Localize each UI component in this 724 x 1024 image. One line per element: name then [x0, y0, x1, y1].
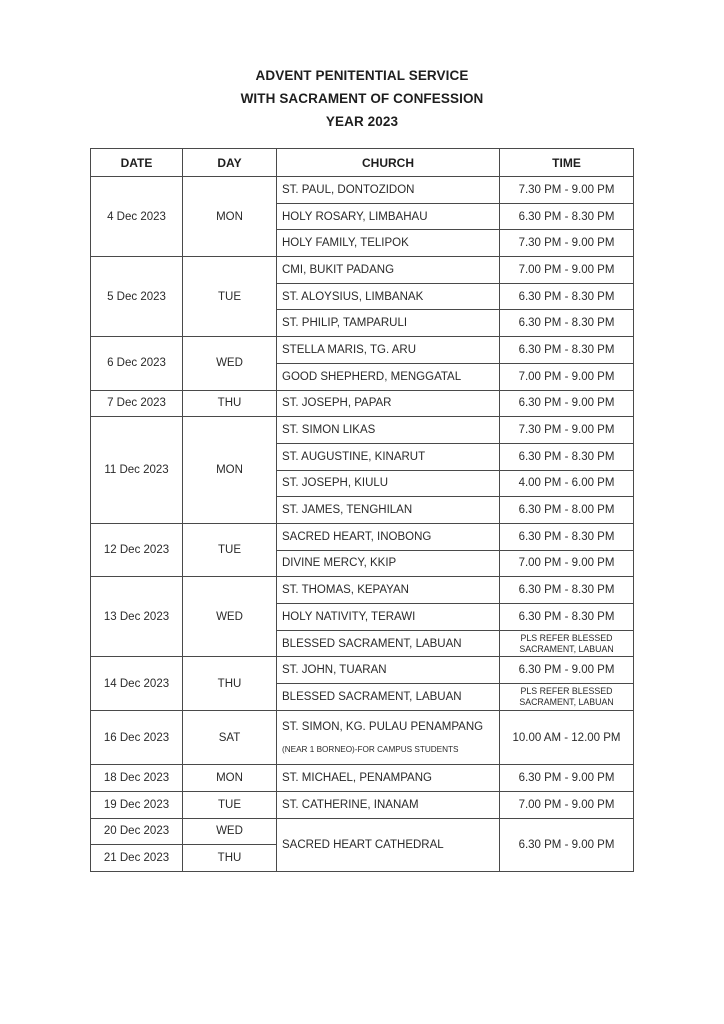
header-date: DATE [91, 149, 183, 177]
table-row [91, 177, 634, 204]
day-cell: TUE [183, 257, 277, 337]
date-cell: 7 Dec 2023 [91, 390, 183, 417]
church-cell: ST. MICHAEL, PENAMPANG [277, 765, 500, 792]
date-cell: 19 Dec 2023 [91, 791, 183, 818]
table-row [91, 337, 634, 364]
day-cell: MON [183, 417, 277, 524]
time-cell: 6.30 PM - 8.30 PM [500, 604, 634, 631]
schedule-body [91, 177, 634, 872]
church-cell: ST. SIMON LIKAS [277, 417, 500, 444]
church-cell: HOLY FAMILY, TELIPOK [277, 230, 500, 257]
time-cell: 6.30 PM - 9.00 PM [500, 390, 634, 417]
church-name: ST. SIMON, KG. PULAU PENAMPANG [282, 721, 484, 733]
header-day: DAY [183, 149, 277, 177]
time-cell: 4.00 PM - 6.00 PM [500, 470, 634, 497]
time-note-line-2: SACRAMENT, LABUAN [519, 643, 614, 654]
time-cell: 6.30 PM - 8.00 PM [500, 497, 634, 524]
time-cell: 6.30 PM - 9.00 PM [500, 657, 634, 684]
time-cell: 6.30 PM - 8.30 PM [500, 443, 634, 470]
date-cell: 5 Dec 2023 [91, 257, 183, 337]
table-row [91, 577, 634, 604]
time-note-line-2: SACRAMENT, LABUAN [519, 696, 614, 707]
date-cell: 6 Dec 2023 [91, 337, 183, 390]
church-cell: ST. JOSEPH, PAPAR [277, 390, 500, 417]
document-title-line-1: ADVENT PENITENTIAL SERVICE [255, 68, 469, 83]
date-cell: 14 Dec 2023 [91, 657, 183, 710]
time-cell: 7.00 PM - 9.00 PM [500, 257, 634, 284]
day-cell: TUE [183, 523, 277, 576]
time-cell: 7.00 PM - 9.00 PM [500, 363, 634, 390]
time-cell: 6.30 PM - 8.30 PM [500, 337, 634, 364]
day-cell: THU [183, 845, 277, 872]
time-note-line-1: PLS REFER BLESSED [520, 632, 613, 643]
church-cell [277, 710, 500, 765]
date-cell: 16 Dec 2023 [91, 710, 183, 765]
day-cell: MON [183, 177, 277, 257]
church-cell: GOOD SHEPHERD, MENGGATAL [277, 363, 500, 390]
date-cell: 11 Dec 2023 [91, 417, 183, 524]
table-row [91, 765, 634, 792]
time-cell: 6.30 PM - 8.30 PM [500, 577, 634, 604]
time-cell: 6.30 PM - 8.30 PM [500, 283, 634, 310]
church-cell: ST. JOHN, TUARAN [277, 657, 500, 684]
document-title-line-2: WITH SACRAMENT OF CONFESSION [240, 91, 484, 106]
time-cell: 6.30 PM - 8.30 PM [500, 523, 634, 550]
header-church: CHURCH [277, 149, 500, 177]
date-cell: 18 Dec 2023 [91, 765, 183, 792]
church-cell: ST. ALOYSIUS, LIMBANAK [277, 283, 500, 310]
church-cell: HOLY NATIVITY, TERAWI [277, 604, 500, 631]
day-cell: THU [183, 657, 277, 710]
time-cell [500, 684, 634, 711]
header-row [91, 149, 634, 177]
day-cell: MON [183, 765, 277, 792]
time-cell: 6.30 PM - 9.00 PM [500, 818, 634, 871]
table-row [91, 710, 634, 765]
table-row [91, 523, 634, 550]
schedule-table [90, 148, 634, 872]
church-cell: CMI, BUKIT PADANG [277, 257, 500, 284]
church-cell: ST. CATHERINE, INANAM [277, 791, 500, 818]
day-cell: WED [183, 577, 277, 657]
time-cell: 7.30 PM - 9.00 PM [500, 230, 634, 257]
table-row [91, 417, 634, 444]
table-row [91, 390, 634, 417]
church-cell: STELLA MARIS, TG. ARU [277, 337, 500, 364]
date-cell: 4 Dec 2023 [91, 177, 183, 257]
church-cell: ST. JOSEPH, KIULU [277, 470, 500, 497]
day-cell: TUE [183, 791, 277, 818]
day-cell: THU [183, 390, 277, 417]
document-title-line-3: YEAR 2023 [325, 114, 399, 129]
date-cell: 12 Dec 2023 [91, 523, 183, 576]
time-cell: 7.30 PM - 9.00 PM [500, 177, 634, 204]
church-note: (NEAR 1 BORNEO)-FOR CAMPUS STUDENTS [282, 745, 459, 754]
time-cell: 6.30 PM - 8.30 PM [500, 203, 634, 230]
church-cell: BLESSED SACRAMENT, LABUAN [277, 684, 500, 711]
time-note-line-1: PLS REFER BLESSED [520, 685, 613, 696]
date-cell: 13 Dec 2023 [91, 577, 183, 657]
church-cell: ST. PAUL, DONTOZIDON [277, 177, 500, 204]
date-cell: 20 Dec 2023 [91, 818, 183, 845]
time-cell: 10.00 AM - 12.00 PM [500, 710, 634, 765]
time-cell: 7.00 PM - 9.00 PM [500, 550, 634, 577]
table-row [91, 657, 634, 684]
day-cell: WED [183, 337, 277, 390]
day-cell: SAT [183, 710, 277, 765]
church-cell: ST. THOMAS, KEPAYAN [277, 577, 500, 604]
header-time: TIME [500, 149, 634, 177]
church-cell: ST. PHILIP, TAMPARULI [277, 310, 500, 337]
church-cell: DIVINE MERCY, KKIP [277, 550, 500, 577]
church-cell: BLESSED SACRAMENT, LABUAN [277, 630, 500, 657]
time-cell: 7.00 PM - 9.00 PM [500, 791, 634, 818]
time-cell: 7.30 PM - 9.00 PM [500, 417, 634, 444]
table-row [91, 818, 634, 845]
time-cell [500, 630, 634, 657]
church-cell: HOLY ROSARY, LIMBAHAU [277, 203, 500, 230]
time-cell: 6.30 PM - 9.00 PM [500, 765, 634, 792]
time-cell: 6.30 PM - 8.30 PM [500, 310, 634, 337]
church-cell: SACRED HEART, INOBONG [277, 523, 500, 550]
church-cell: ST. JAMES, TENGHILAN [277, 497, 500, 524]
table-row [91, 791, 634, 818]
church-cell: ST. AUGUSTINE, KINARUT [277, 443, 500, 470]
date-cell: 21 Dec 2023 [91, 845, 183, 872]
table-row [91, 257, 634, 284]
church-cell: SACRED HEART CATHEDRAL [277, 818, 500, 871]
day-cell: WED [183, 818, 277, 845]
